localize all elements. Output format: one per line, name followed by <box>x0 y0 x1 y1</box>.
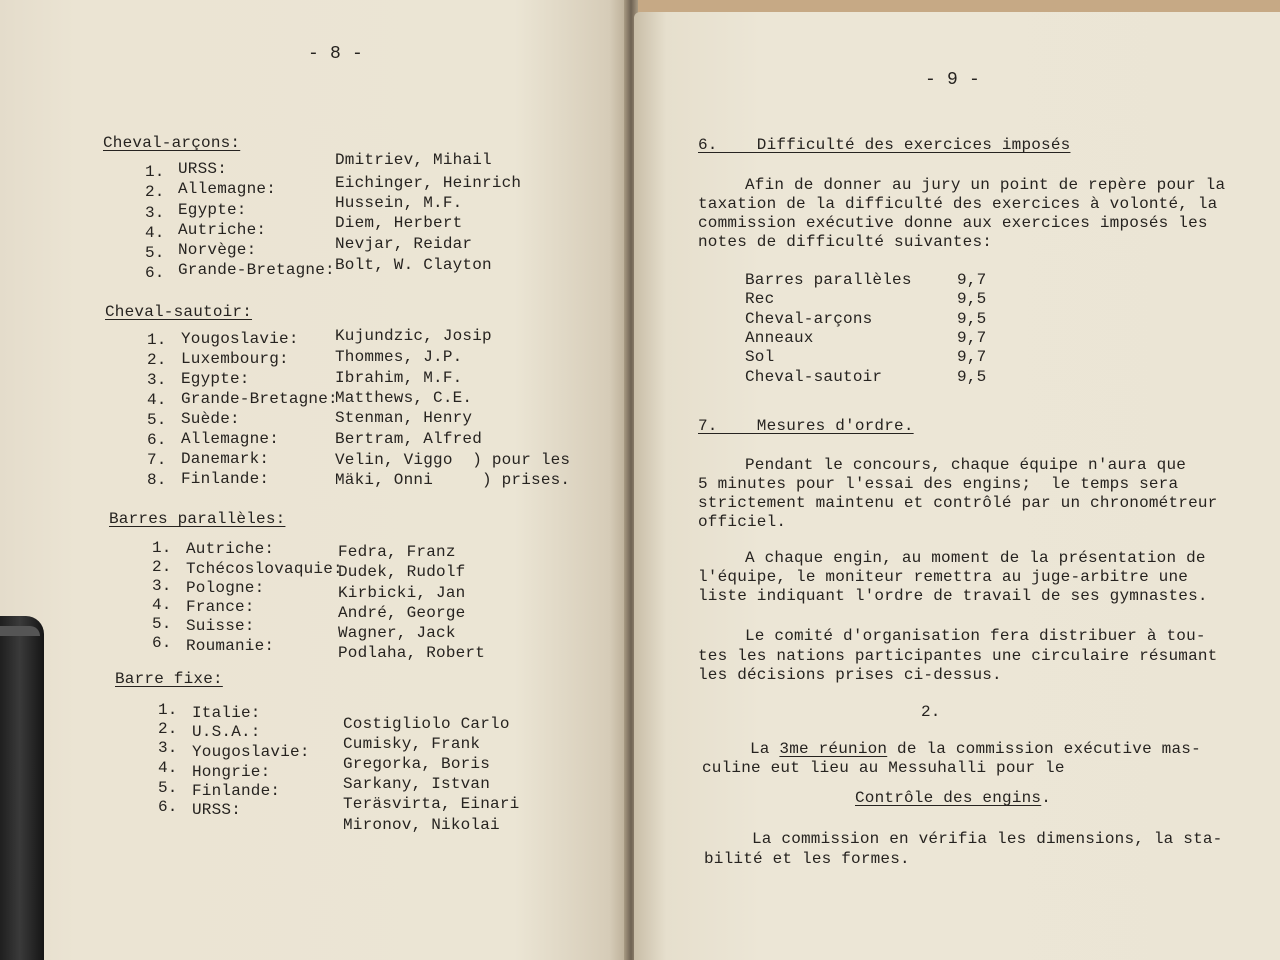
entry-country: Allemagne: <box>181 430 280 448</box>
paragraph-line: 5 minutes pour l'essai des engins; le temps sera <box>698 475 1179 493</box>
section-title-cheval-sautoir: Cheval-sautoir: <box>105 303 253 321</box>
entry-country: Finlande: <box>181 470 270 488</box>
entry-name: Ibrahim, M.F. <box>335 369 463 387</box>
entry-rank: 6. <box>147 431 167 449</box>
apparatus-name: Sol <box>745 348 775 366</box>
entry-country: Tchécoslovaquie: <box>186 560 343 578</box>
entry-name: Gregorka, Boris <box>343 755 491 773</box>
entry-name: Mironov, Nikolai <box>343 816 500 834</box>
pen-band <box>0 626 40 636</box>
entry-rank: 2. <box>158 720 178 738</box>
entry-country: Yougoslavie: <box>181 330 299 348</box>
entry-name: Matthews, C.E. <box>335 389 473 407</box>
entry-name: Nevjar, Reidar <box>335 235 473 253</box>
entry-rank: 6. <box>158 798 178 816</box>
section-6-heading: 6. Difficulté des exercices imposés <box>698 136 1071 154</box>
entry-name: Dudek, Rudolf <box>338 563 466 581</box>
entry-country: U.S.A.: <box>192 723 261 741</box>
underlined-term: 3me réunion <box>779 740 888 758</box>
entry-rank: 3. <box>152 577 172 595</box>
subheading-controle <box>855 788 1051 808</box>
entry-name: Diem, Herbert <box>335 214 463 232</box>
paragraph-line: liste indiquant l'ordre de travail de ses gymnastes. <box>698 587 1208 605</box>
apparatus-name: Cheval-sautoir <box>745 368 883 386</box>
entry-country: Egypte: <box>181 370 250 388</box>
entry-country: Yougoslavie: <box>192 743 310 761</box>
entry-name: Kirbicki, Jan <box>338 584 466 602</box>
entry-country: Suède: <box>181 410 240 428</box>
entry-country: Luxembourg: <box>181 350 289 368</box>
entry-country: Autriche: <box>178 221 267 239</box>
difficulty-score: 9,5 <box>957 290 987 308</box>
entry-rank: 2. <box>152 558 172 576</box>
entry-name: Bolt, W. Clayton <box>335 256 492 274</box>
entry-name: Fedra, Franz <box>338 543 456 561</box>
difficulty-score: 9,7 <box>957 348 987 366</box>
entry-name: Cumisky, Frank <box>343 735 481 753</box>
apparatus-name: Cheval-arçons <box>745 310 873 328</box>
entry-name: Thommes, J.P. <box>335 348 463 366</box>
difficulty-score: 9,5 <box>957 368 987 386</box>
entry-rank: 7. <box>147 451 167 469</box>
paragraph-line: notes de difficulté suivantes: <box>698 233 993 251</box>
entry-country: Danemark: <box>181 450 270 468</box>
paragraph-line: taxation de la difficulté des exercices à volonté, la <box>698 195 1218 213</box>
entry-country: France: <box>186 598 255 616</box>
entry-country: Hongrie: <box>192 763 271 781</box>
entry-name: Eichinger, Heinrich <box>335 174 522 192</box>
subheading-text: Contrôle des engins <box>855 789 1042 807</box>
entry-rank: 1. <box>145 163 165 181</box>
paragraph-line: La commission en vérifia les dimensions, la sta- <box>752 830 1223 848</box>
entry-rank: 5. <box>158 779 178 797</box>
entry-name: Mäki, Onni ) prises. <box>335 471 571 489</box>
section-7-heading: 7. Mesures d'ordre. <box>698 417 914 435</box>
entry-rank: 4. <box>145 224 165 242</box>
page-number-9: - 9 - <box>925 70 981 90</box>
entry-country: Roumanie: <box>186 637 275 655</box>
entry-country: Pologne: <box>186 579 265 597</box>
difficulty-score: 9,7 <box>957 271 987 289</box>
paragraph-line: l'équipe, le moniteur remettra au juge-arbitre une <box>698 568 1189 586</box>
entry-rank: 5. <box>145 244 165 262</box>
paragraph-line: commission exécutive donne aux exercices imposés les <box>698 214 1208 232</box>
entry-name: Bertram, Alfred <box>335 430 483 448</box>
left-page <box>0 0 628 960</box>
paragraph-line: officiel. <box>698 513 787 531</box>
page-number-8: - 8 - <box>308 44 364 64</box>
entry-country: URSS: <box>178 160 228 178</box>
entry-rank: 3. <box>147 371 167 389</box>
entry-name: André, George <box>338 604 466 622</box>
entry-name: Costigliolo Carlo <box>343 715 510 733</box>
paragraph-line <box>750 739 1201 759</box>
entry-rank: 4. <box>147 391 167 409</box>
entry-name: Wagner, Jack <box>338 624 456 642</box>
entry-name: Stenman, Henry <box>335 409 473 427</box>
paragraph-line: bilité et les formes. <box>704 850 910 868</box>
entry-name: Kujundzic, Josip <box>335 327 492 345</box>
entry-rank: 3. <box>158 739 178 757</box>
apparatus-name: Barres parallèles <box>745 271 912 289</box>
text-suffix: de la commission exécutive mas- <box>887 740 1201 758</box>
entry-rank: 2. <box>147 351 167 369</box>
entry-rank: 3. <box>145 204 165 222</box>
paragraph-line: A chaque engin, au moment de la présentation de <box>745 549 1206 567</box>
apparatus-name: Anneaux <box>745 329 814 347</box>
pen-object <box>0 616 44 960</box>
entry-name: Sarkany, Istvan <box>343 775 491 793</box>
paragraph-line: les décisions prises ci-dessus. <box>698 666 1002 684</box>
entry-rank: 5. <box>152 615 172 633</box>
difficulty-score: 9,5 <box>957 310 987 328</box>
section-title-barres-paralleles: Barres parallèles: <box>109 510 286 528</box>
entry-country: Suisse: <box>186 617 255 635</box>
entry-rank: 8. <box>147 471 167 489</box>
entry-country: Norvège: <box>178 241 257 259</box>
entry-rank: 4. <box>152 596 172 614</box>
subheading-period: . <box>1041 789 1052 807</box>
paragraph-line: culine eut lieu au Messuhalli pour le <box>702 759 1065 777</box>
entry-rank: 1. <box>152 539 172 557</box>
entry-rank: 2. <box>145 183 165 201</box>
entry-name: Teräsvirta, Einari <box>343 795 520 813</box>
entry-country: Grande-Bretagne: <box>181 390 338 408</box>
entry-rank: 1. <box>147 331 167 349</box>
paragraph-line: Le comité d'organisation fera distribuer à tou- <box>745 627 1206 645</box>
section-title-barre-fixe: Barre fixe: <box>115 670 223 688</box>
entry-country: Italie: <box>192 704 261 722</box>
entry-country: Egypte: <box>178 201 247 219</box>
apparatus-name: Rec <box>745 290 775 308</box>
entry-rank: 4. <box>158 759 178 777</box>
entry-country: Autriche: <box>186 540 275 558</box>
paragraph-line: strictement maintenu et contrôlé par un chronométreur <box>698 494 1218 512</box>
entry-rank: 1. <box>158 701 178 719</box>
entry-name: Dmitriev, Mihail <box>335 151 492 169</box>
entry-rank: 5. <box>147 411 167 429</box>
paragraph-line: Pendant le concours, chaque équipe n'aura que <box>745 456 1187 474</box>
entry-country: Finlande: <box>192 782 281 800</box>
difficulty-score: 9,7 <box>957 329 987 347</box>
text-prefix: La <box>750 740 780 758</box>
section-2-number: 2. <box>921 703 941 721</box>
paragraph-line: tes les nations participantes une circulaire résumant <box>698 647 1218 665</box>
entry-rank: 6. <box>145 264 165 282</box>
entry-country: Allemagne: <box>178 180 277 198</box>
right-page <box>634 12 1280 960</box>
paragraph-line: Afin de donner au jury un point de repère pour la <box>745 176 1226 194</box>
entry-name: Hussein, M.F. <box>335 194 463 212</box>
entry-name: Podlaha, Robert <box>338 644 486 662</box>
entry-country: Grande-Bretagne: <box>178 261 335 279</box>
section-title-cheval-arcons: Cheval-arçons: <box>103 134 241 152</box>
entry-name: Velin, Viggo ) pour les <box>335 451 571 469</box>
entry-country: URSS: <box>192 801 242 819</box>
entry-rank: 6. <box>152 634 172 652</box>
